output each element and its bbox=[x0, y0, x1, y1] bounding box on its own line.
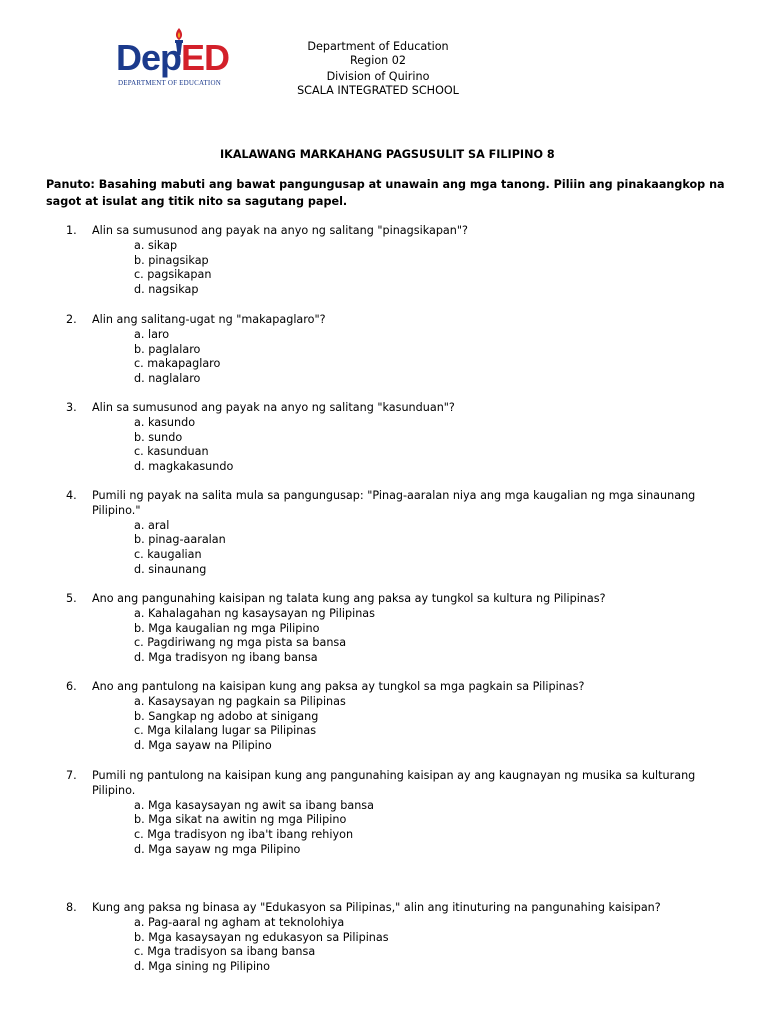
question-number: 3. bbox=[66, 401, 77, 414]
answer-choice: d. Mga sayaw ng mga Pilipino bbox=[134, 842, 301, 856]
question-number: 4. bbox=[66, 489, 77, 502]
exam-title: IKALAWANG MARKAHANG PAGSUSULIT SA FILIPINO 8 bbox=[220, 148, 555, 161]
deped-logo bbox=[116, 26, 256, 92]
answer-choice: b. sundo bbox=[134, 430, 183, 444]
answer-choice: a. Kahalagahan ng kasaysayan ng Pilipinas bbox=[134, 606, 375, 620]
answer-choice: a. laro bbox=[134, 327, 170, 341]
choice-list bbox=[134, 695, 346, 754]
question-stem: Pumili ng payak na salita mula sa pangungusap: "Pinag-aaralan niya ang mga kaugalian ng mga sinaunang Pilipino." bbox=[92, 489, 696, 517]
answer-choice: c. Pagdiriwang ng mga pista sa bansa bbox=[134, 636, 347, 650]
answer-choice: b. Mga kasaysayan ng edukasyon sa Pilipinas bbox=[134, 930, 389, 944]
answer-choice: c. kaugalian bbox=[134, 548, 202, 562]
answer-choice: a. sikap bbox=[134, 238, 178, 252]
answer-choice: a. aral bbox=[134, 518, 170, 532]
answer-choice: b. Mga sikat na awitin ng mga Pilipino bbox=[134, 813, 347, 827]
question-stem: Pumili ng pantulong na kaisipan kung ang pangunahing kaisipan ay ang kaugnayan ng musika sa kulturang Pilipino. bbox=[92, 769, 696, 797]
answer-choice: b. pinag-aaralan bbox=[134, 533, 226, 547]
answer-choice: d. naglalaro bbox=[134, 372, 201, 386]
answer-choice: b. Mga kaugalian ng mga Pilipino bbox=[134, 621, 320, 635]
answer-choice: a. kasundo bbox=[134, 415, 196, 429]
answer-choice: a. Mga kasaysayan ng awit sa ibang bansa bbox=[134, 798, 374, 812]
question-number: 1. bbox=[66, 224, 77, 237]
answer-choice: c. makapaglaro bbox=[134, 357, 221, 371]
question-number: 6. bbox=[66, 680, 77, 693]
answer-choice: d. magkakasundo bbox=[134, 460, 234, 474]
answer-choice: c. Mga kilalang lugar sa Pilipinas bbox=[134, 724, 317, 738]
header-department: Department of Education bbox=[307, 40, 449, 53]
answer-choice: d. Mga tradisyon ng ibang bansa bbox=[134, 651, 318, 665]
question-number: 2. bbox=[66, 313, 77, 326]
answer-choice: d. Mga sining ng Pilipino bbox=[134, 960, 270, 974]
answer-choice: a. Pag-aaral ng agham at teknolohiya bbox=[134, 915, 345, 929]
question-stem: Alin sa sumusunod ang payak na anyo ng salitang "kasunduan"? bbox=[92, 401, 455, 414]
answer-choice: d. sinaunang bbox=[134, 562, 207, 576]
header-region: Region 02 bbox=[349, 54, 407, 67]
answer-choice: c. Mga tradisyon ng iba't ibang rehiyon bbox=[134, 828, 354, 842]
choice-list bbox=[134, 799, 374, 858]
answer-choice: c. pagsikapan bbox=[134, 268, 212, 282]
question-stem: Kung ang paksa ng binasa ay "Edukasyon sa Pilipinas," alin ang itinuturing na pangunahing kaisipan? bbox=[92, 901, 661, 914]
choice-list bbox=[134, 416, 233, 475]
answer-choice: d. nagsikap bbox=[134, 283, 199, 297]
question-stem: Ano ang pangunahing kaisipan ng talata kung ang paksa ay tungkol sa kultura ng Pilipinas? bbox=[92, 592, 606, 605]
header-division: Division of Quirino bbox=[326, 70, 430, 83]
answer-choice: b. paglalaro bbox=[134, 342, 201, 356]
choice-list bbox=[134, 607, 375, 666]
question-number: 8. bbox=[66, 901, 77, 914]
question-stem: Alin ang salitang-ugat ng "makapaglaro"? bbox=[92, 313, 326, 326]
header-school: SCALA INTEGRATED SCHOOL bbox=[297, 84, 459, 97]
choice-list bbox=[134, 916, 389, 975]
logo-subtitle: DEPARTMENT OF EDUCATION bbox=[118, 79, 221, 87]
answer-choice: b. Sangkap ng adobo at sinigang bbox=[134, 709, 319, 723]
question-stem: Alin sa sumusunod ang payak na anyo ng salitang "pinagsikapan"? bbox=[92, 224, 468, 237]
answer-choice: c. Mga tradisyon sa ibang bansa bbox=[134, 945, 316, 959]
answer-choice: d. Mga sayaw na Pilipino bbox=[134, 739, 272, 753]
question-number: 7. bbox=[66, 769, 77, 782]
question-stem: Ano ang pantulong na kaisipan kung ang paksa ay tungkol sa mga pagkain sa Pilipinas? bbox=[92, 680, 585, 693]
choice-list bbox=[134, 239, 211, 298]
answer-choice: a. Kasaysayan ng pagkain sa Pilipinas bbox=[134, 694, 346, 708]
choice-list bbox=[134, 328, 220, 387]
instructions: Panuto: Basahing mabuti ang bawat pangungusap at unawain ang mga tanong. Piliin ang pinakaangkop na sagot at isulat ang titik nito sa sagutang papel. bbox=[46, 178, 725, 208]
choice-list bbox=[134, 519, 226, 578]
question-number: 5. bbox=[66, 592, 77, 605]
logo-wordmark: DepED bbox=[116, 37, 230, 78]
answer-choice: b. pinagsikap bbox=[134, 253, 209, 267]
answer-choice: c. kasunduan bbox=[134, 445, 209, 459]
